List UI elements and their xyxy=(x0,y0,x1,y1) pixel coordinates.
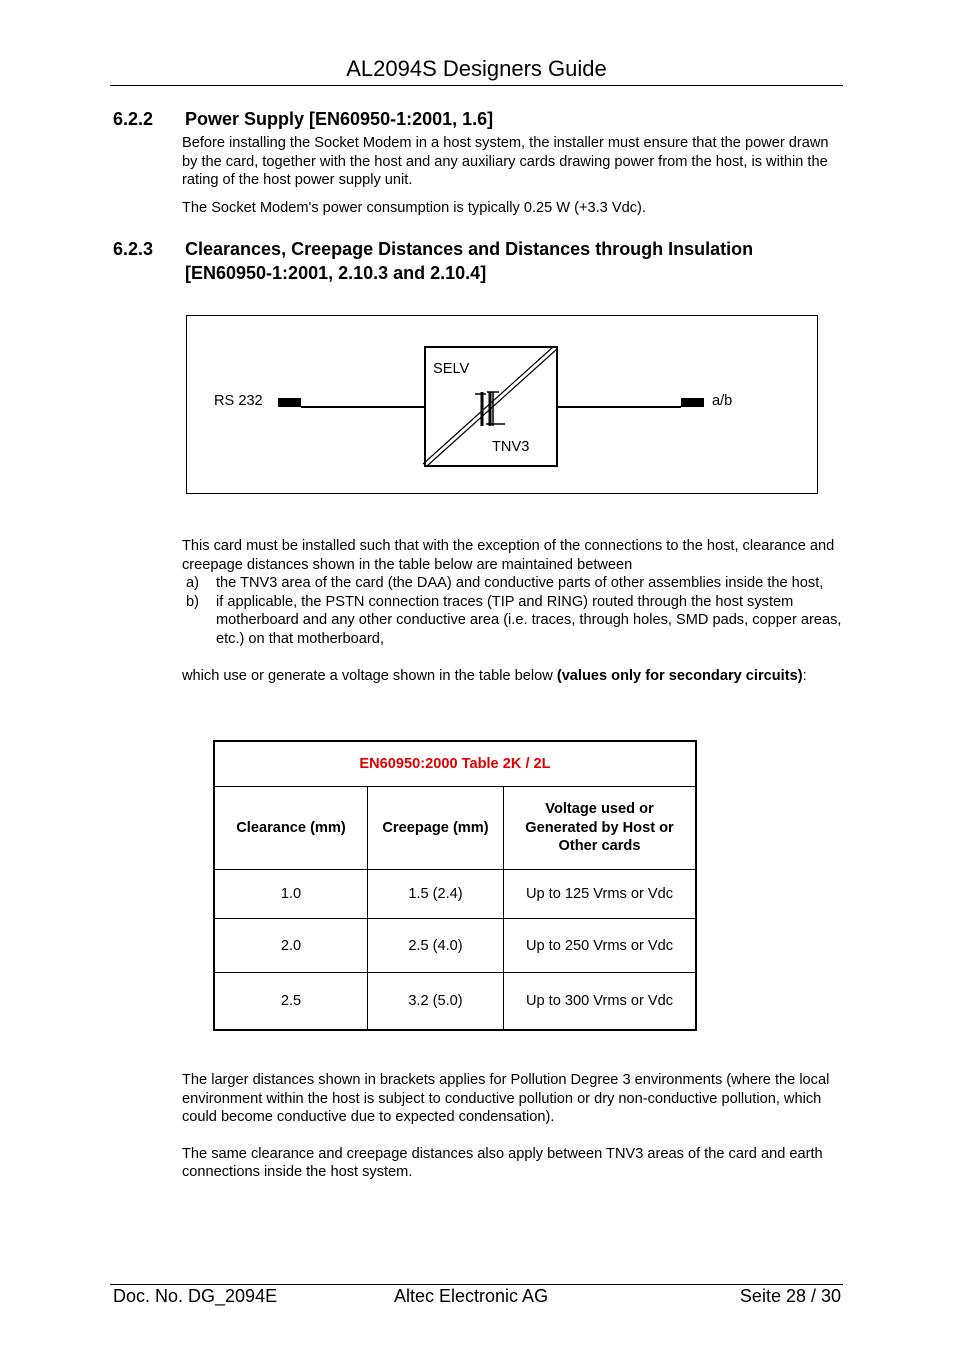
section-623-heading xyxy=(113,237,843,285)
section-622-body xyxy=(182,134,842,217)
header-divider xyxy=(110,85,843,86)
list-item xyxy=(182,574,842,593)
table-cell: 2.5 (4.0) xyxy=(368,919,504,973)
installation-intro: This card must be installed such that with the exception of the connections to the host, clearance and creepage distances shown in the table below are maintained between xyxy=(182,538,835,573)
section-622-heading xyxy=(113,107,843,131)
tnv3-label: TNV3 xyxy=(492,439,530,455)
clearance-table xyxy=(213,740,697,1031)
table-caption: EN60950:2000 Table 2K / 2L xyxy=(214,741,696,787)
section-623-number: 6.2.3 xyxy=(113,239,154,259)
rs232-connector xyxy=(278,398,301,407)
table-cell: Up to 250 Vrms or Vdc xyxy=(504,919,697,973)
table-cell: Up to 300 Vrms or Vdc xyxy=(504,973,697,1030)
installation-body xyxy=(182,537,842,685)
footer-company: Altec Electronic AG xyxy=(394,1286,549,1306)
table-row xyxy=(214,919,696,973)
ab-connector xyxy=(681,398,704,407)
pollution-note: The larger distances shown in brackets applies for Pollution Degree 3 environments (where the local environment within the host is subject to conductive pollution or dry non-conductive pollution, which could become conductive due to expected condensation). xyxy=(182,1072,830,1126)
column-header-creepage: Creepage (mm) xyxy=(368,787,504,870)
table-row xyxy=(214,870,696,919)
table-row xyxy=(214,973,696,1030)
power-paragraph: Before installing the Socket Modem in a host system, the installer must ensure that the power drawn by the card, together with the host and any auxiliary cards drawing power from the host, is within the rating of the host power supply unit. xyxy=(182,135,829,189)
selv-label: SELV xyxy=(433,361,470,377)
table-cell: 2.5 xyxy=(214,973,368,1030)
column-header-voltage: Voltage used or Generated by Host or Other cards xyxy=(504,787,697,870)
voltage-note xyxy=(182,667,842,686)
isolation-diagram xyxy=(186,315,818,494)
ab-label: a/b xyxy=(712,393,733,409)
consumption-paragraph: The Socket Modem's power consumption is typically 0.25 W (+3.3 Vdc). xyxy=(182,199,646,216)
list-text: if applicable, the PSTN connection traces (TIP and RING) routed through the host system motherboard and any other conductive area (i.e. traces, through holes, SMD pads, copper areas, etc.) on that motherboard, xyxy=(216,593,842,647)
table-cell: 3.2 (5.0) xyxy=(368,973,504,1030)
footer-divider xyxy=(110,1284,843,1285)
footer-page-number: Seite 28 / 30 xyxy=(739,1286,841,1306)
list-marker: b) xyxy=(186,593,199,610)
list-item xyxy=(182,593,842,649)
section-622-number: 6.2.2 xyxy=(113,109,154,129)
footer-doc-number: Doc. No. DG_2094E xyxy=(113,1286,278,1306)
column-header-clearance: Clearance (mm) xyxy=(214,787,368,870)
section-622-title: Power Supply [EN60950-1:2001, 1.6] xyxy=(185,109,494,129)
notes-section xyxy=(182,1071,842,1182)
page-header-title: AL2094S Designers Guide xyxy=(346,56,607,81)
voltage-note-bold: (values only for secondary circuits) xyxy=(556,667,803,684)
table-cell: Up to 125 Vrms or Vdc xyxy=(504,870,697,919)
list-marker: a) xyxy=(186,575,199,592)
rs232-label: RS 232 xyxy=(214,393,263,409)
table-cell: 1.5 (2.4) xyxy=(368,870,504,919)
earth-note: The same clearance and creepage distances also apply between TNV3 areas of the card and earth connections inside the host system. xyxy=(182,1145,823,1181)
section-623-title: Clearances, Creepage Distances and Distances through Insulation [EN60950-1:2001, 2.10.3 and 2.10.4] xyxy=(185,239,754,283)
voltage-note-end: : xyxy=(802,667,807,684)
list-text: the TNV3 area of the card (the DAA) and conductive parts of other assemblies inside the host, xyxy=(216,575,824,592)
table-cell: 1.0 xyxy=(214,870,368,919)
table-cell: 2.0 xyxy=(214,919,368,973)
voltage-note-text: which use or generate a voltage shown in the table below xyxy=(182,667,557,684)
